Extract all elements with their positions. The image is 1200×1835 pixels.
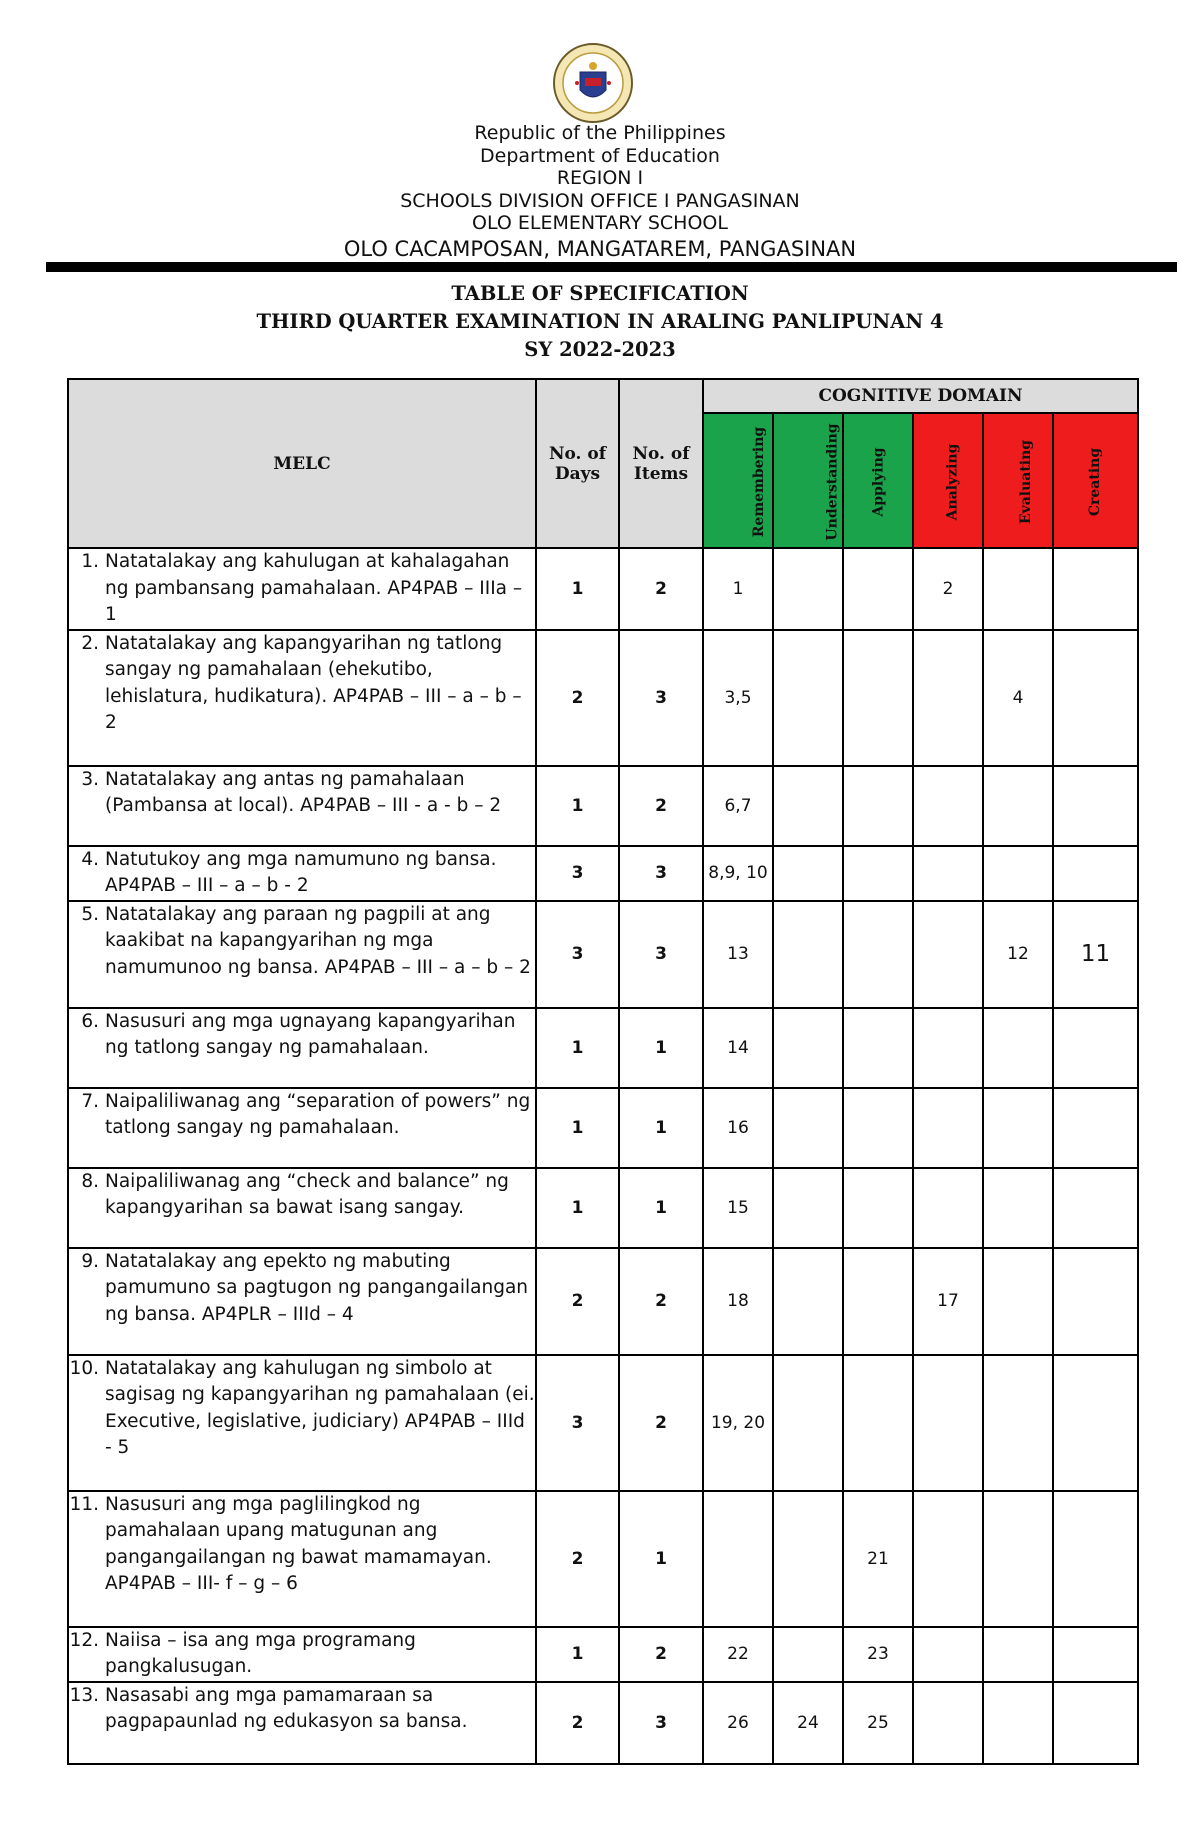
items-cell: 2	[619, 766, 703, 846]
melc-number: 3.	[81, 768, 99, 790]
deped-seal-icon	[552, 42, 634, 124]
evaluating-value: 12	[1007, 944, 1029, 964]
melc-text: Natatalakay ang epekto ng mabuting pamumuno sa pagtugon ng pangangailangan ng bansa. AP4PLR – IIId – 4	[105, 1250, 529, 1325]
melc-text: Naipaliliwanag ang “check and balance” ng kapangyarihan sa bawat isang sangay.	[105, 1170, 509, 1218]
items-cell: 3	[619, 846, 703, 901]
analyzing-cell	[913, 766, 983, 846]
understanding-cell	[773, 1248, 843, 1355]
melc-number: 7.	[81, 1090, 99, 1112]
understanding-cell	[773, 1088, 843, 1168]
header-remembering-label: Remembering	[751, 426, 768, 537]
days-cell: 1	[536, 548, 619, 630]
remembering-cell	[703, 1088, 773, 1168]
header-analyzing-label: Analyzing	[944, 443, 961, 520]
items-cell: 1	[619, 1008, 703, 1088]
remembering-value: 18	[727, 1291, 749, 1311]
analyzing-cell	[913, 1491, 983, 1627]
table-row	[68, 1248, 1138, 1355]
title-line-3: SY 2022-2023	[524, 338, 676, 361]
melc-text: Naipaliliwanag ang “separation of powers” ng tatlong sangay ng pamahalaan.	[105, 1090, 531, 1138]
document-title	[0, 280, 1200, 364]
items-cell: 2	[619, 1355, 703, 1491]
remembering-cell	[703, 846, 773, 901]
evaluating-cell	[983, 630, 1053, 766]
title-line-1: TABLE OF SPECIFICATION	[451, 282, 749, 305]
items-cell: 1	[619, 1168, 703, 1248]
remembering-cell	[703, 901, 773, 1008]
remembering-cell	[703, 1491, 773, 1627]
header-understanding	[773, 413, 843, 548]
items-cell: 3	[619, 1682, 703, 1764]
days-cell: 1	[536, 1088, 619, 1168]
republic-line: Republic of the Philippines	[474, 122, 726, 144]
melc-cell	[68, 1627, 536, 1682]
melc-number: 9.	[81, 1250, 99, 1272]
applying-cell	[843, 630, 913, 766]
table-row	[68, 1627, 1138, 1682]
creating-cell	[1053, 1682, 1138, 1764]
days-cell: 1	[536, 766, 619, 846]
applying-cell	[843, 1627, 913, 1682]
analyzing-value: 17	[937, 1291, 959, 1311]
analyzing-cell	[913, 1008, 983, 1088]
applying-cell	[843, 1491, 913, 1627]
creating-cell	[1053, 1627, 1138, 1682]
applying-cell	[843, 766, 913, 846]
melc-number: 4.	[81, 848, 99, 870]
understanding-cell	[773, 1682, 843, 1764]
department-line: Department of Education	[480, 144, 720, 167]
applying-cell	[843, 1088, 913, 1168]
items-cell: 2	[619, 548, 703, 630]
understanding-cell	[773, 846, 843, 901]
table-row	[68, 846, 1138, 901]
applying-cell	[843, 901, 913, 1008]
applying-cell	[843, 1008, 913, 1088]
creating-cell	[1053, 1355, 1138, 1491]
melc-text: Naiisa – isa ang mga programang pangkalusugan.	[105, 1629, 416, 1677]
evaluating-cell	[983, 846, 1053, 901]
items-cell: 1	[619, 1088, 703, 1168]
remembering-cell	[703, 766, 773, 846]
understanding-value: 24	[797, 1712, 819, 1733]
remembering-cell	[703, 1682, 773, 1764]
address-line: OLO CACAMPOSAN, MANGATAREM, PANGASINAN	[343, 236, 857, 261]
understanding-cell	[773, 548, 843, 630]
remembering-cell	[703, 1008, 773, 1088]
melc-number: 2.	[81, 632, 99, 654]
remembering-value: 3,5	[724, 687, 752, 708]
analyzing-cell	[913, 1168, 983, 1248]
melc-text: Nasusuri ang mga paglilingkod ng pamahalaan upang matugunan ang pangangailangan ng bawat mamamayan. AP4PAB – III- f – g – 6	[105, 1493, 492, 1594]
days-cell: 3	[536, 1355, 619, 1491]
applying-value: 25	[867, 1712, 889, 1733]
days-cell: 2	[536, 630, 619, 766]
days-cell: 2	[536, 1248, 619, 1355]
analyzing-cell	[913, 1627, 983, 1682]
applying-cell	[843, 846, 913, 901]
header-days: No. of Days	[536, 379, 619, 548]
table-body	[68, 548, 1138, 1764]
evaluating-cell	[983, 1682, 1053, 1764]
specification-table	[67, 378, 1139, 1765]
remembering-value: 14	[727, 1037, 749, 1058]
header-evaluating	[983, 413, 1053, 548]
header-creating-label: Creating	[1087, 447, 1104, 516]
header-melc: MELC	[68, 379, 536, 548]
items-cell: 2	[619, 1248, 703, 1355]
items-cell: 2	[619, 1627, 703, 1682]
understanding-cell	[773, 1168, 843, 1248]
melc-number: 5.	[81, 903, 99, 925]
table-row	[68, 1168, 1138, 1248]
creating-cell	[1053, 1248, 1138, 1355]
understanding-cell	[773, 630, 843, 766]
analyzing-value: 2	[942, 578, 954, 599]
analyzing-cell	[913, 846, 983, 901]
melc-number: 13.	[69, 1684, 99, 1706]
melc-text: Natutukoy ang mga namumuno ng bansa. AP4PAB – III – a – b - 2	[105, 848, 497, 896]
creating-cell	[1053, 901, 1138, 1008]
remembering-value: 6,7	[724, 795, 752, 816]
remembering-cell	[703, 1627, 773, 1682]
title-line-2: THIRD QUARTER EXAMINATION IN ARALING PANLIPUNAN 4	[256, 310, 944, 333]
table-row	[68, 901, 1138, 1008]
header-remembering	[703, 413, 773, 548]
items-cell: 1	[619, 1491, 703, 1627]
melc-number: 12.	[69, 1629, 99, 1651]
days-cell: 3	[536, 846, 619, 901]
melc-cell	[68, 1168, 536, 1248]
understanding-cell	[773, 766, 843, 846]
melc-cell	[68, 548, 536, 630]
remembering-value: 8,9, 10	[708, 863, 768, 883]
header-applying	[843, 413, 913, 548]
evaluating-cell	[983, 1248, 1053, 1355]
days-cell: 1	[536, 1168, 619, 1248]
melc-number: 1.	[81, 551, 99, 572]
header-applying-label: Applying	[870, 446, 887, 517]
applying-cell	[843, 1682, 913, 1764]
evaluating-cell	[983, 548, 1053, 630]
header-cognitive-domain: COGNITIVE DOMAIN	[703, 379, 1138, 413]
applying-cell	[843, 548, 913, 630]
melc-cell	[68, 630, 536, 766]
division-line: SCHOOLS DIVISION OFFICE I PANGASINAN	[400, 189, 800, 212]
header-analyzing	[913, 413, 983, 548]
evaluating-cell	[983, 901, 1053, 1008]
melc-cell	[68, 766, 536, 846]
remembering-cell	[703, 548, 773, 630]
remembering-cell	[703, 1168, 773, 1248]
melc-cell	[68, 1248, 536, 1355]
applying-cell	[843, 1248, 913, 1355]
melc-cell	[68, 1008, 536, 1088]
creating-value: 11	[1080, 941, 1111, 967]
table-row	[68, 548, 1138, 630]
melc-number: 6.	[81, 1010, 99, 1032]
creating-cell	[1053, 548, 1138, 630]
creating-cell	[1053, 630, 1138, 766]
days-cell: 1	[536, 1627, 619, 1682]
days-cell: 3	[536, 901, 619, 1008]
evaluating-cell	[983, 1491, 1053, 1627]
remembering-value: 1	[732, 578, 744, 599]
days-cell: 2	[536, 1682, 619, 1764]
melc-text: Natatalakay ang kahulugan ng simbolo at sagisag ng kapangyarihan ng pamahalaan (ei. Executive, legislative, judiciary) AP4PAB – IIId - 5	[105, 1357, 535, 1458]
melc-text: Natatalakay ang kapangyarihan ng tatlong sangay ng pamahalaan (ehekutibo, lehislatura, hudikatura). AP4PAB – III – a – b – 2	[105, 632, 522, 733]
evaluating-cell	[983, 1355, 1053, 1491]
evaluating-value: 4	[1012, 687, 1024, 708]
days-cell: 2	[536, 1491, 619, 1627]
understanding-cell	[773, 1491, 843, 1627]
melc-cell	[68, 901, 536, 1008]
header-items: No. of Items	[619, 379, 703, 548]
melc-cell	[68, 1088, 536, 1168]
table-row	[68, 1088, 1138, 1168]
days-cell: 1	[536, 1008, 619, 1088]
understanding-cell	[773, 1355, 843, 1491]
remembering-cell	[703, 630, 773, 766]
melc-text: Nasasabi ang mga pamamaraan sa pagpapaunlad ng edukasyon sa bansa.	[105, 1684, 468, 1732]
header-evaluating-label: Evaluating	[1018, 439, 1035, 524]
applying-value: 23	[867, 1644, 889, 1664]
remembering-value: 22	[727, 1644, 749, 1664]
melc-cell	[68, 1491, 536, 1627]
remembering-value: 15	[727, 1197, 749, 1218]
melc-cell	[68, 1355, 536, 1491]
creating-cell	[1053, 1088, 1138, 1168]
table-row	[68, 630, 1138, 766]
melc-number: 8.	[81, 1170, 99, 1192]
items-cell: 3	[619, 901, 703, 1008]
melc-text: Natatalakay ang antas ng pamahalaan (Pambansa at local). AP4PAB – III - a - b – 2	[105, 768, 502, 816]
remembering-cell	[703, 1355, 773, 1491]
evaluating-cell	[983, 766, 1053, 846]
melc-number: 11.	[69, 1493, 99, 1515]
analyzing-cell	[913, 1088, 983, 1168]
melc-cell	[68, 1682, 536, 1764]
region-line: REGION I	[556, 167, 644, 189]
evaluating-cell	[983, 1088, 1053, 1168]
remembering-value: 13	[727, 944, 749, 964]
remembering-value: 19, 20	[710, 1412, 766, 1433]
creating-cell	[1053, 846, 1138, 901]
creating-cell	[1053, 1168, 1138, 1248]
melc-cell	[68, 846, 536, 901]
remembering-value: 26	[727, 1712, 749, 1733]
table-row	[68, 1355, 1138, 1491]
understanding-cell	[773, 901, 843, 1008]
melc-text: Natatalakay ang kahulugan at kahalagahan ng pambansang pamahalaan. AP4PAB – IIIa – 1	[105, 551, 523, 625]
creating-cell	[1053, 1491, 1138, 1627]
applying-cell	[843, 1168, 913, 1248]
applying-value: 21	[867, 1548, 889, 1569]
evaluating-cell	[983, 1008, 1053, 1088]
melc-text: Nasusuri ang mga ugnayang kapangyarihan ng tatlong sangay ng pamahalaan.	[105, 1010, 516, 1058]
header-rule	[46, 262, 1177, 272]
understanding-cell	[773, 1008, 843, 1088]
evaluating-cell	[983, 1168, 1053, 1248]
melc-text: Natatalakay ang paraan ng pagpili at ang kaakibat na kapangyarihan ng mga namumunoo ng bansa. AP4PAB – III – a – b – 2	[105, 903, 531, 978]
analyzing-cell	[913, 1248, 983, 1355]
table-row	[68, 1682, 1138, 1764]
school-line: OLO ELEMENTARY SCHOOL	[472, 212, 728, 234]
table-row	[68, 1491, 1138, 1627]
understanding-cell	[773, 1627, 843, 1682]
analyzing-cell	[913, 1355, 983, 1491]
analyzing-cell	[913, 901, 983, 1008]
creating-cell	[1053, 1008, 1138, 1088]
creating-cell	[1053, 766, 1138, 846]
header-understanding-label: Understanding	[824, 422, 841, 541]
analyzing-cell	[913, 548, 983, 630]
evaluating-cell	[983, 1627, 1053, 1682]
analyzing-cell	[913, 630, 983, 766]
remembering-value: 16	[727, 1117, 749, 1138]
table-row	[68, 1008, 1138, 1088]
header-creating	[1053, 413, 1138, 548]
items-cell: 3	[619, 630, 703, 766]
melc-number: 10.	[69, 1357, 99, 1379]
analyzing-cell	[913, 1682, 983, 1764]
applying-cell	[843, 1355, 913, 1491]
letterhead	[0, 122, 1200, 262]
table-row	[68, 766, 1138, 846]
remembering-cell	[703, 1248, 773, 1355]
